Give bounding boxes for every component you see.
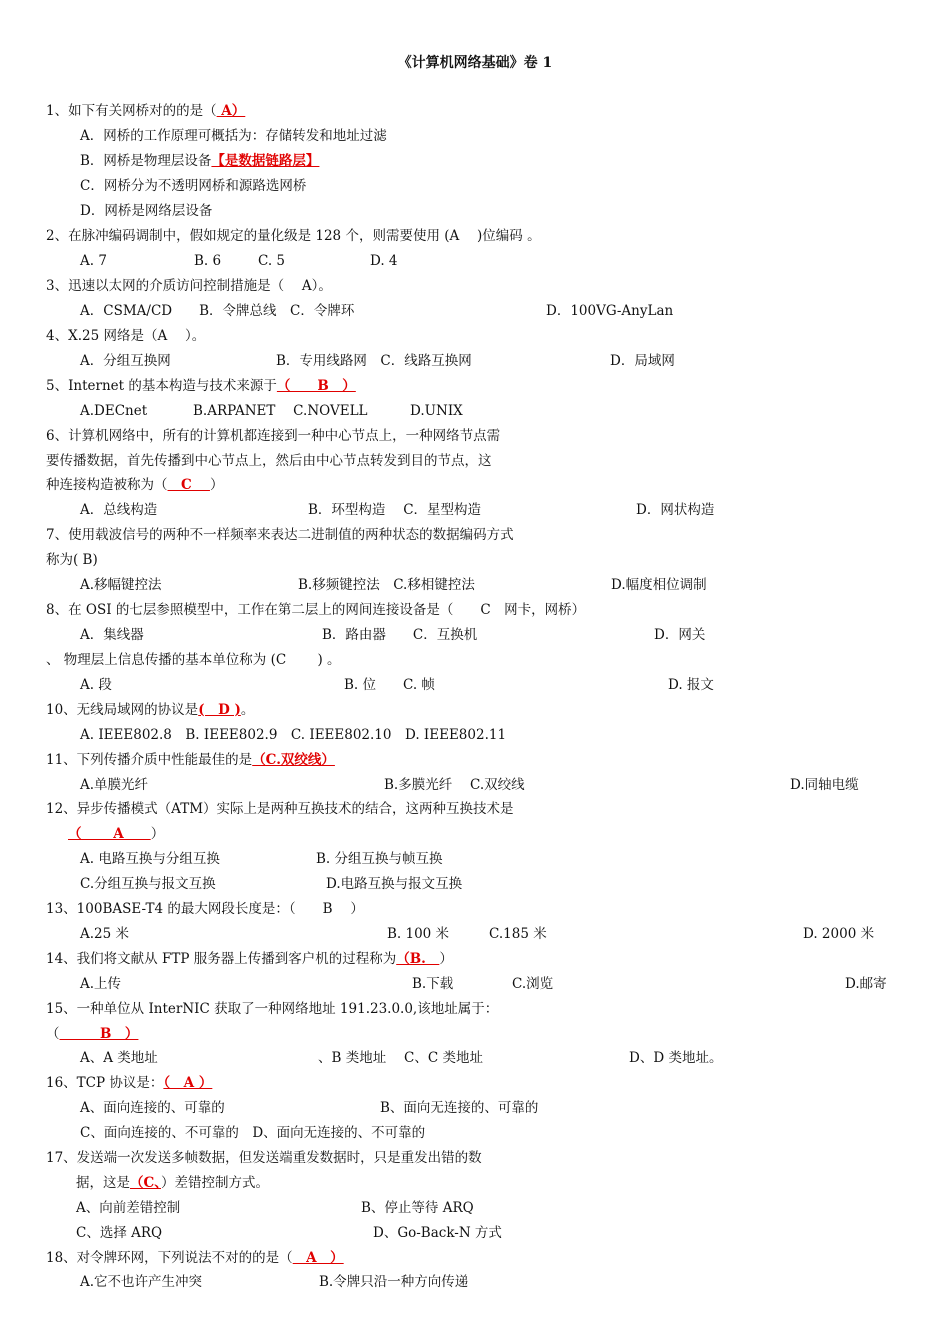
question-6-line-3 — [46, 476, 223, 494]
question-stem: 1、如下有关网桥对的的是（ — [46, 103, 217, 119]
option-d: D．网桥是网络层设备 — [80, 203, 213, 219]
option-bc: B．路由器 C．互换机 — [322, 627, 478, 643]
option-d: D.幅度相位调制 — [611, 577, 707, 593]
options-row — [80, 302, 880, 320]
answer-mark: C — [167, 477, 210, 493]
answer-mark: （C、 — [130, 1175, 161, 1191]
page-title: 《计算机网络基础》卷 1 — [397, 55, 553, 71]
answer-mark: （ A ） — [163, 1075, 213, 1091]
question-9: 、 物理层上信息传播的基本单位称为 (C ) 。 — [46, 652, 341, 668]
question-6-line-1: 6、计算机网络中，所有的计算机都连接到一种中心节点上，一种网络节点需 — [46, 428, 501, 444]
question-12: 12、异步传播模式（ATM）实际上是两种互换技术的结合，这两种互换技术是 — [46, 801, 514, 817]
option-bc: B. 位 C. 帧 — [344, 677, 435, 693]
option-d: D.邮寄 — [845, 976, 887, 992]
option-d: D.同轴电缆 — [790, 777, 859, 793]
options-row — [76, 1199, 876, 1217]
option-d: D．100VG-AnyLan — [546, 303, 674, 319]
option-d: D．局域网 — [610, 353, 675, 369]
question-2: 2、在脉冲编码调制中，假如规定的量化级是 128 个，则需要使用 (A )位编码 。 — [46, 228, 541, 244]
question-15-answer — [46, 1025, 138, 1043]
option-bc: B.移频键控法 C.移相键控法 — [298, 577, 475, 593]
question-stem-end: ） — [150, 826, 165, 842]
option-bc: B.ARPANET C.NOVELL — [193, 403, 368, 419]
question-stem-end: ） — [209, 477, 224, 493]
question-stem: 据，这是 — [76, 1175, 130, 1191]
options-row — [80, 676, 880, 694]
question-stem: 5、Internet 的基本构造与技术来源于 — [46, 378, 277, 394]
question-4: 4、X.25 网络是（A ）。 — [46, 328, 206, 344]
question-14 — [46, 950, 453, 968]
option-a: A.它不也许产生冲突 — [80, 1274, 203, 1290]
question-6-line-2: 要传播数据，首先传播到中心节点上，然后由中心节点转发到目的节点，这 — [46, 453, 492, 469]
option-a: A. 7 — [80, 253, 107, 269]
question-16 — [46, 1074, 212, 1092]
question-stem: 种连接构造被称为（ — [46, 477, 168, 493]
question-stem-end: ） — [439, 951, 453, 967]
option-b: B. 6 — [194, 253, 222, 269]
option-b: B. 分组互换与帧互换 — [316, 851, 443, 867]
options-row — [80, 875, 880, 893]
question-3: 3、迅速以太网的介质访问控制措施是（ A）。 — [46, 278, 332, 294]
question-10 — [46, 701, 254, 719]
question-11 — [46, 751, 335, 769]
option-d: D.电路互换与报文互换 — [326, 876, 463, 892]
question-1 — [46, 102, 245, 120]
option-a: A．总线构造 — [80, 502, 158, 518]
answer-open: （ — [46, 1026, 60, 1042]
options-row — [80, 501, 880, 519]
option-c: C．网桥分为不透明网桥和源路选网桥 — [80, 178, 307, 194]
question-17-line-1: 17、发送端一次发送多帧数据，但发送端重发数据时，只是重发出错的数 — [46, 1150, 482, 1166]
option-d: D．网关 — [654, 627, 706, 643]
option-a: A. 段 — [80, 677, 112, 693]
question-stem-end: 。 — [240, 702, 255, 718]
question-8: 8、在 OSI 的七层参照模型中，工作在第二层上的网间连接设备是（ C 网卡，网桥） — [46, 602, 586, 618]
question-15: 15、一种单位从 InterNIC 获取了一种网络地址 191.23.0.0,该地址属于： — [46, 1001, 499, 1017]
options-row — [80, 925, 880, 943]
option-bc: B.多膜光纤 C.双绞线 — [384, 777, 525, 793]
option-a: A．网桥的工作原理可概括为：存储转发和地址过滤 — [80, 128, 387, 144]
options-row — [80, 975, 900, 993]
options-row — [80, 776, 880, 794]
question-7-line-1: 7、使用载波信号的两种不一样频率来表达二进制值的两种状态的数据编码方式 — [46, 527, 514, 543]
option-a: A.移幅键控法 — [80, 577, 162, 593]
options-row — [76, 1224, 876, 1242]
answer-mark: （B. — [396, 951, 440, 967]
option-a: A．集线器 — [80, 627, 144, 643]
option-b: B. 100 米 — [387, 926, 450, 942]
option-a: A、A 类地址 — [80, 1050, 158, 1066]
option-d: D．网状构造 — [636, 502, 715, 518]
question-stem: 11、下列传播介质中性能最佳的是 — [46, 752, 253, 768]
option-d: D. 2000 米 — [803, 926, 875, 942]
option-text: B．网桥是物理层设备 — [80, 153, 212, 169]
options-row — [80, 1273, 880, 1291]
option-bc: 、B 类地址 C、C 类地址 — [318, 1050, 483, 1066]
option-bc: B．专用线路网 C．线路互换网 — [276, 353, 472, 369]
option-c: C. 5 — [258, 253, 286, 269]
question-stem: 10、无线局域网的协议是 — [46, 702, 199, 718]
option-a: A．分组互换网 — [80, 353, 171, 369]
question-stem: 14、我们将文献从 FTP 服务器上传播到客户机的过程称为 — [46, 951, 397, 967]
answer-mark: B ） — [59, 1026, 139, 1042]
option-a: A、向前差错控制 — [76, 1200, 181, 1216]
answer-mark: （ A — [68, 826, 151, 842]
option-c: C、选择 ARQ — [76, 1225, 163, 1241]
options-row — [80, 252, 880, 270]
option-a: A、面向连接的、可靠的 — [80, 1100, 225, 1116]
option-b: B.下载 — [412, 976, 454, 992]
option-bc: B．环型构造 C．星型构造 — [308, 502, 482, 518]
options-row — [80, 626, 880, 644]
answer-mark: ( D ) — [198, 702, 241, 718]
option-c: C.浏览 — [512, 976, 554, 992]
options-row — [80, 352, 880, 370]
answer-mark: （ B ） — [276, 378, 356, 394]
options-row — [80, 402, 880, 420]
option-d: D.UNIX — [410, 403, 463, 419]
options-row — [80, 1099, 880, 1117]
option-a: A.单膜光纤 — [80, 777, 149, 793]
option-b: B.令牌只沿一种方向传递 — [319, 1274, 469, 1290]
options-row: A. IEEE802.8 B. IEEE802.9 C. IEEE802.10 D. IEEE802.11 — [80, 727, 507, 743]
question-12-answer — [68, 825, 164, 843]
answer-mark: （C.双绞线） — [252, 752, 335, 768]
question-7-line-2: 称为( B) — [46, 552, 98, 568]
option-b: B、停止等待 ARQ — [361, 1200, 474, 1216]
answer-mark: A） — [216, 103, 246, 119]
option-a: A.DECnet — [80, 403, 148, 419]
question-13: 13、100BASE-T4 的最大网段长度是：（ B ） — [46, 901, 364, 917]
option-d: D、Go-Back-N 方式 — [373, 1225, 502, 1241]
answer-note: 【是数据链路层】 — [211, 153, 320, 169]
options-row — [80, 576, 880, 594]
option-c: C.分组互换与报文互换 — [80, 876, 216, 892]
option-abc: A．CSMA/CD B．令牌总线 C．令牌环 — [80, 303, 355, 319]
question-17-line-2 — [76, 1174, 269, 1192]
options-row: C、面向连接的、不可靠的 D、面向无连接的、不可靠的 — [80, 1125, 426, 1141]
question-stem-end: ）差错控制方式。 — [161, 1175, 269, 1191]
option-d: D. 4 — [370, 253, 398, 269]
option-a: A. 电路互换与分组互换 — [80, 851, 220, 867]
answer-mark: A ） — [292, 1250, 344, 1266]
question-stem: 18、对令牌环网，下列说法不对的的是（ — [46, 1250, 293, 1266]
question-stem: 16、TCP 协议是： — [46, 1075, 164, 1091]
option-a: A.上传 — [80, 976, 122, 992]
question-18 — [46, 1249, 344, 1267]
option-c: C.185 米 — [489, 926, 547, 942]
option-b — [80, 152, 319, 170]
options-row — [80, 1049, 880, 1067]
option-d: D、D 类地址。 — [629, 1050, 723, 1066]
option-d: D. 报文 — [668, 677, 714, 693]
question-5 — [46, 377, 356, 395]
options-row — [80, 850, 880, 868]
option-b: B、面向无连接的、可靠的 — [380, 1100, 539, 1116]
option-a: A.25 米 — [80, 926, 130, 942]
